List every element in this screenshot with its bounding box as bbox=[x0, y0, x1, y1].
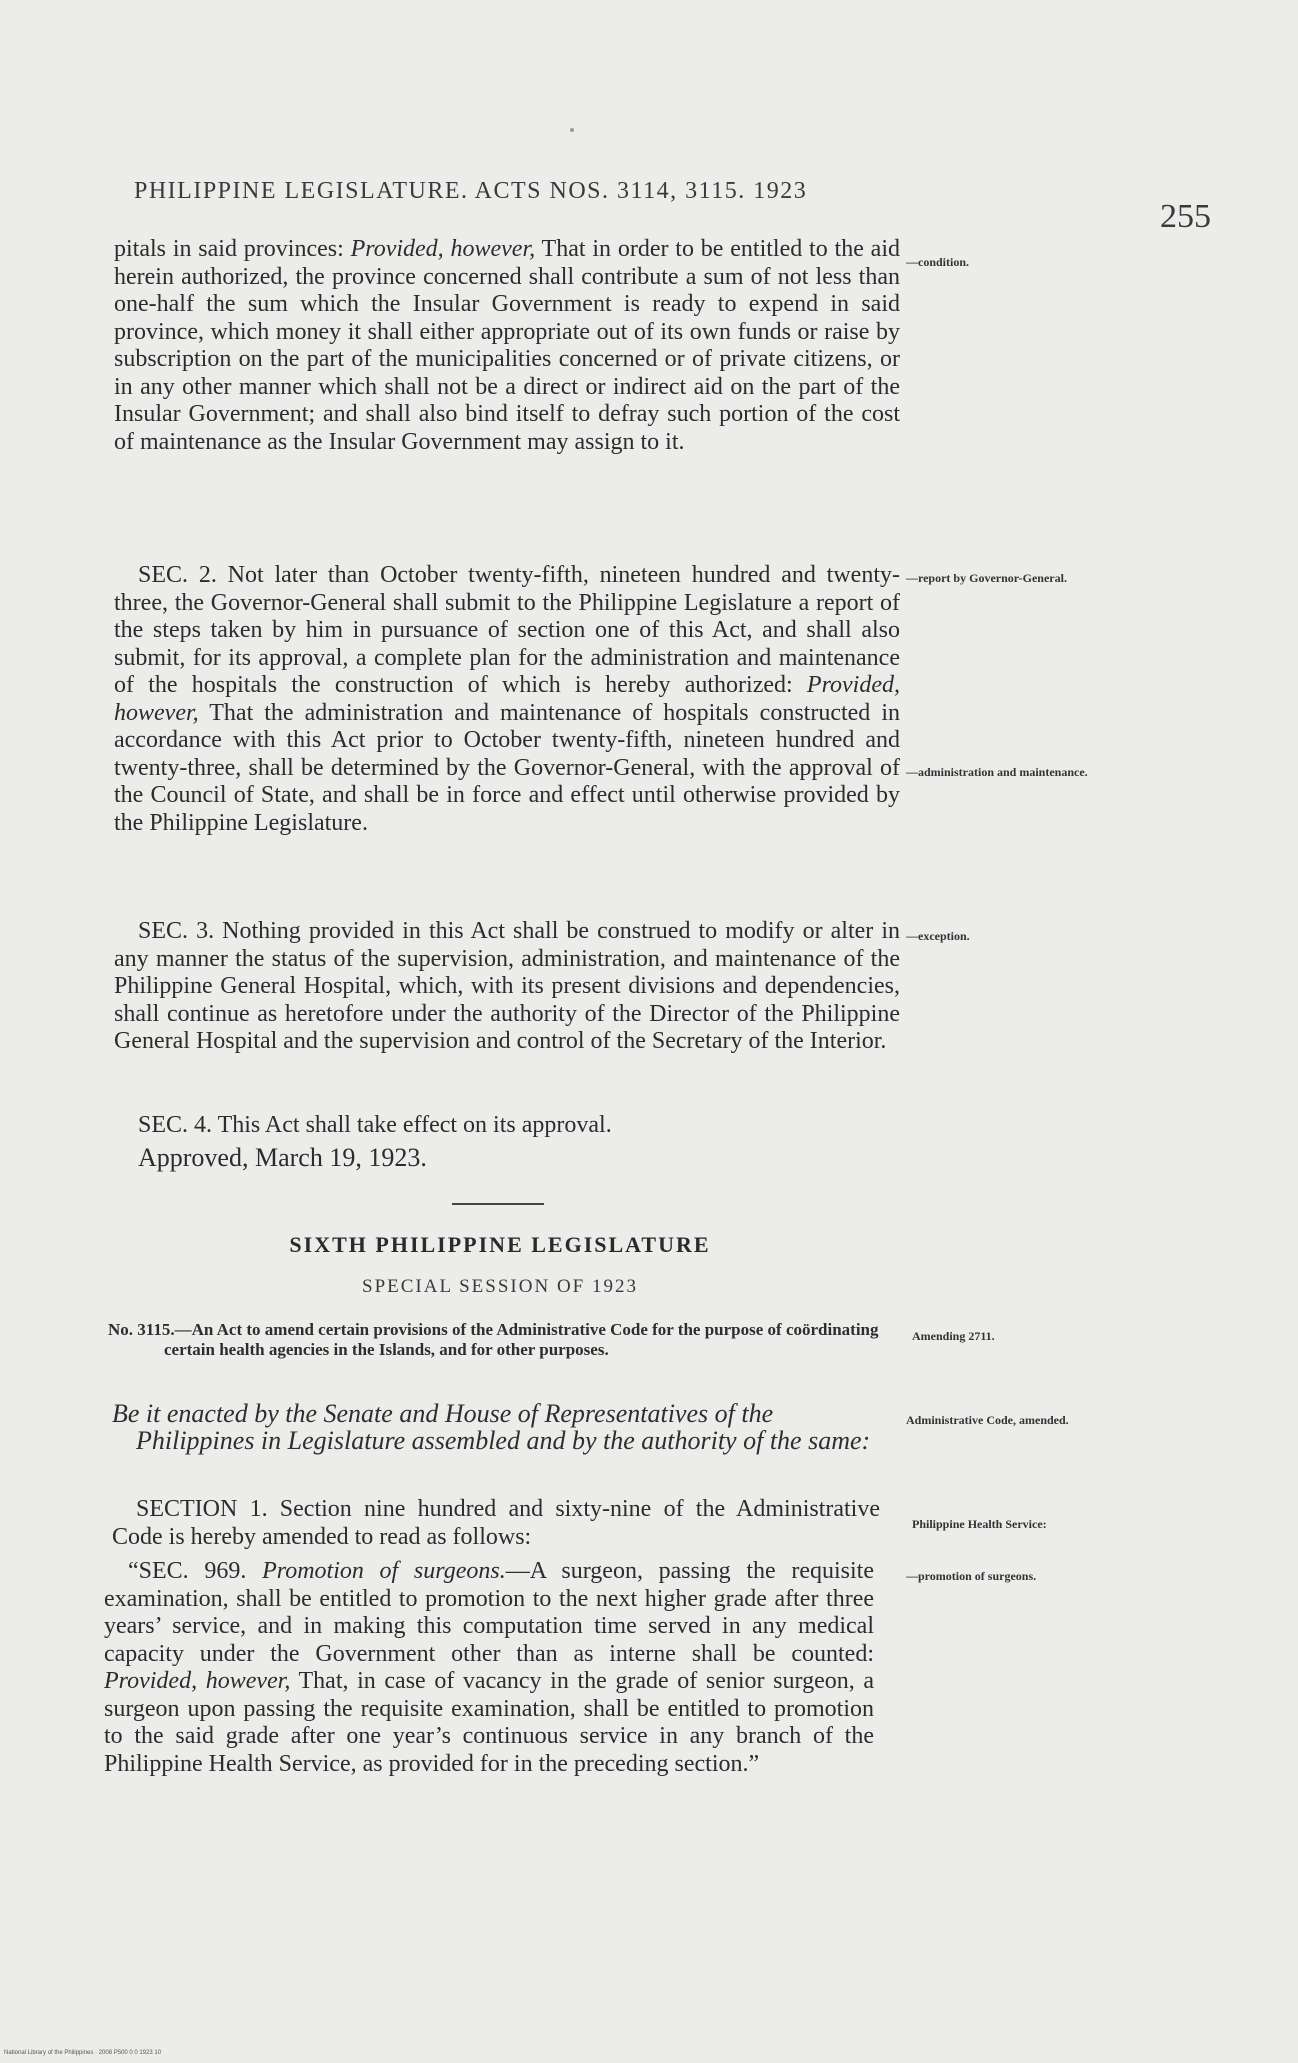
text-run: —A surgeon, passing the requisite examination, shall be entitled to promotion to the next higher grade after three years’ service, and in making this computation time served in any medical capacity under the Government other than as interne shall be counted: bbox=[104, 1558, 875, 1667]
body-text bbox=[114, 562, 900, 837]
italic-run: Promotion of surgeons. bbox=[262, 1558, 506, 1584]
session-heading: SPECIAL SESSION OF 1923 bbox=[362, 1276, 638, 1297]
margin-note-amending: Amending 2711. bbox=[912, 1329, 995, 1343]
approval-date: Approved, March 19, 1923. bbox=[138, 1143, 427, 1172]
paragraph-continuation bbox=[114, 236, 900, 456]
body-text bbox=[114, 918, 900, 1056]
paragraph-sec-4 bbox=[114, 1112, 900, 1140]
body-text bbox=[104, 1558, 874, 1778]
scan-footer: National Library of the Philippines · 2008 P500 0 0 1923 10 bbox=[4, 2050, 162, 2056]
body-text bbox=[112, 1496, 880, 1551]
margin-note-admin-code: Administrative Code, amended. bbox=[906, 1413, 1069, 1427]
enacting-clause-text: Be it enacted by the Senate and House of Representatives of the Philippines in Legislature assembled and by the authority of the same: bbox=[112, 1399, 871, 1455]
enacting-clause bbox=[112, 1400, 882, 1454]
margin-note-health-service: Philippine Health Service: bbox=[912, 1517, 1047, 1531]
ink-speck bbox=[570, 128, 574, 132]
italic-run: Provided, however, bbox=[114, 672, 900, 726]
text-run: pitals in said provinces: bbox=[114, 236, 351, 262]
margin-note-exception: —exception. bbox=[906, 929, 970, 943]
margin-note-administration: —administration and maintenance. bbox=[906, 765, 1088, 779]
act-title-text: No. 3115.—An Act to amend certain provisions of the Administrative Code for the purpose of coördinating certain health agencies in the Islands, and for other purposes. bbox=[108, 1320, 879, 1359]
paragraph-sec-969 bbox=[104, 1558, 874, 1778]
paragraph-sec-3 bbox=[114, 918, 900, 1056]
italic-run: Provided, however, bbox=[104, 1668, 291, 1694]
body-text bbox=[114, 1112, 900, 1140]
section-label: SEC. 969. bbox=[138, 1558, 247, 1584]
page-number: 255 bbox=[1160, 198, 1211, 235]
running-head: PHILIPPINE LEGISLATURE. ACTS NOS. 3114, 3115. 1923 bbox=[134, 178, 808, 204]
margin-note-condition: —condition. bbox=[906, 255, 970, 269]
paragraph-section-1 bbox=[112, 1496, 880, 1551]
text-run bbox=[246, 1558, 262, 1584]
text-run: That, in case of vacancy in the grade of senior surgeon, a surgeon upon passing the requisite examination, shall be entitled to promotion to the said grade after one year’s continuous service in any branch of the Philippine Health Service, as provided for in the preceding section.” bbox=[104, 1668, 874, 1777]
section-label: SEC. 3. bbox=[138, 918, 215, 944]
paragraph-sec-2 bbox=[114, 562, 900, 837]
act-title bbox=[108, 1320, 884, 1360]
text-run: Nothing provided in this Act shall be construed to modify or alter in any manner the status of the supervision, administration, and maintenance of the Philippine General Hospital, which, with its present divisions and dependencies, shall continue as heretofore under the authority of the Director of the Philippine General Hospital and the supervision and control of the Secretary of the Interior. bbox=[114, 918, 901, 1054]
section-label: SECTION 1. bbox=[136, 1496, 268, 1522]
section-label: SEC. 4. bbox=[138, 1112, 213, 1138]
text-run: This Act shall take effect on its approval. bbox=[212, 1112, 612, 1138]
margin-note-report: —report by Governor-General. bbox=[906, 571, 1067, 585]
margin-note-promotion: —promotion of surgeons. bbox=[906, 1569, 1037, 1583]
text-run: That the administration and maintenance of hospitals constructed in accordance with this Act prior to October twenty-fifth, nineteen hundred and twenty-three, shall be determined by the Governor-General, with the approval of the Council of State, and shall be in force and effect until otherwise provided by the Philippine Legislature. bbox=[114, 699, 900, 836]
italic-run: Provided, however, bbox=[350, 236, 536, 262]
legislature-heading: SIXTH PHILIPPINE LEGISLATURE bbox=[289, 1232, 711, 1257]
body-text bbox=[114, 236, 900, 456]
text-run: Not later than October twenty-fifth, nineteen hundred and twenty-three, the Governor-General shall submit to the Philippine Legislature a report of the steps taken by him in pursuance of section one of this Act, and shall also submit, for its approval, a complete plan for the administration and maintenance of the hospitals the construction of which is hereby authorized: bbox=[114, 562, 900, 698]
text-run: Section nine hundred and sixty-nine of the Administrative Code is hereby amended to read as follows: bbox=[112, 1496, 880, 1550]
section-divider bbox=[452, 1203, 544, 1205]
text-run: “ bbox=[128, 1558, 139, 1584]
text-run: That in order to be entitled to the aid herein authorized, the province concerned shall contribute a sum of not less than one-half the sum which the Insular Government is ready to expend in said province, which money it shall either appropriate out of its own funds or raise by subscription on the part of the municipalities concerned or of private citizens, or in any other manner which shall not be a direct or indirect aid on the part of the Insular Government; and shall also bind itself to defray such portion of the cost of maintenance as the Insular Government may assign to it. bbox=[114, 236, 901, 455]
section-label: SEC. 2. bbox=[138, 562, 217, 588]
